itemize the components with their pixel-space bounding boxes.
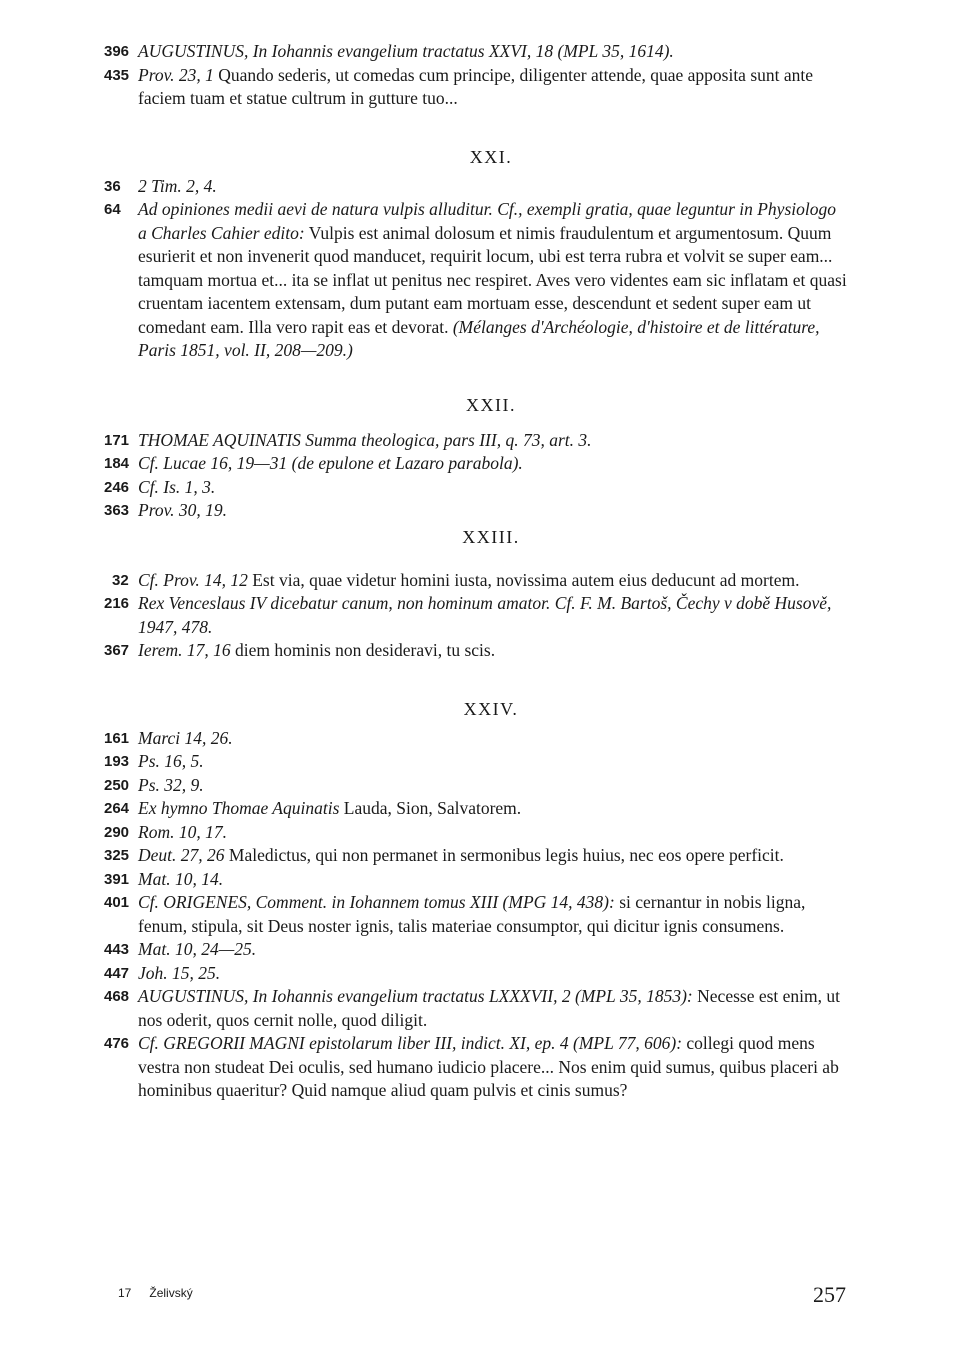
note-number: 264 <box>104 800 130 817</box>
signature-mark <box>118 1286 193 1300</box>
note-text: Cf. Lucae 16, 19—31 (de epulone et Lazaro parabola). <box>138 453 523 473</box>
note-64 <box>104 198 848 363</box>
page-number: 257 <box>813 1282 846 1307</box>
note-number: 246 <box>104 478 130 496</box>
note-171 <box>104 429 848 453</box>
note-435 <box>104 64 848 111</box>
note-number: 64 <box>104 201 121 218</box>
note-text: Marci 14, 26. <box>138 727 233 748</box>
page-body <box>104 40 848 1103</box>
note-161 <box>104 727 848 751</box>
note-number: 171 <box>104 431 130 449</box>
note-ref: Prov. 23, 1 <box>138 64 214 85</box>
note-text: diem hominis non desideravi, tu scis. <box>230 640 496 660</box>
note-text: Prov. 30, 19. <box>138 500 227 520</box>
note-number: 435 <box>104 66 130 84</box>
note-ref: Cf. ORIGENES, Comment. in Iohannem tomus XIII (MPG 14, 438): <box>138 892 615 912</box>
note-325 <box>104 844 848 868</box>
note-number: 184 <box>104 455 130 472</box>
note-text: Lauda, Sion, Salvatorem. <box>339 798 522 818</box>
signature-number: 17 <box>118 1286 132 1300</box>
notes-top <box>104 40 848 111</box>
note-citation: (Mélanges d'Archéologie, d'histoire et de littérature, Paris 1851, vol. II, 208—209.) <box>138 316 820 360</box>
note-ref: Cf. Prov. 14, 12 <box>138 569 248 590</box>
note-number: 401 <box>104 894 130 911</box>
note-ref: Deut. 27, 26 <box>138 845 225 865</box>
note-text: Joh. 15, 25. <box>138 962 221 983</box>
section-heading: XXIII. <box>462 526 520 547</box>
note-443 <box>104 938 848 962</box>
note-text: Mat. 10, 14. <box>138 868 224 889</box>
note-text: AUGUSTINUS, In Iohannis evangelium tractatus XXVI, 18 (MPL 35, 1614). <box>138 41 674 61</box>
note-367 <box>104 639 848 663</box>
note-text: Mat. 10, 24—25. <box>138 939 257 959</box>
note-447 <box>104 962 848 986</box>
note-number: 443 <box>104 941 130 958</box>
note-ref: Ex hymno Thomae Aquinatis <box>138 798 340 818</box>
note-401 <box>104 891 848 938</box>
note-396 <box>104 40 848 64</box>
note-text: Necesse est enim, ut nos oderit, quos cernit nolle, quod diligit. <box>138 986 841 1030</box>
note-text: Vulpis est animal dolosum et nimis fraudulentum et argumentosum. Quum esurierit et non invenerit quod manducet, requirit locum, ubi est terra rubra et volvit se super eam... tamquam mortua et... ita se inflat ut penitus nec respiret. Aves vero videntes eam sic inflatam et quasi cruentam iacentem extensam, dum putant eam mortuam esse, descendunt et sedent super eam ut comedant eam. Illa vero rapit eas et devorat. <box>138 222 847 337</box>
note-264 <box>104 797 848 821</box>
note-363 <box>104 499 848 523</box>
note-text: collegi quod mens vestra non studeat Dei oculis, sed humano iudicio placere... Nos enim quid sumus, quibus placeri ab hominibus quaeritur? Quid namque aliud quam pulvis et cinis sumus? <box>138 1033 839 1100</box>
note-text: Cf. Is. 1, 3. <box>138 476 216 497</box>
note-476 <box>104 1032 848 1103</box>
note-number: 447 <box>104 964 130 982</box>
note-246 <box>104 476 848 500</box>
note-number: 250 <box>104 776 130 794</box>
note-number: 396 <box>104 43 130 60</box>
note-text: THOMAE AQUINATIS Summa theologica, pars III, q. 73, art. 3. <box>138 429 592 450</box>
note-36 <box>104 175 848 199</box>
section-heading: XXI. <box>469 146 513 167</box>
note-391 <box>104 868 848 892</box>
note-text: si cernantur in nobis ligna, fenum, stipula, sit Deus noster ignis, talis materiae consumptor, qui dicitur ignis consumens. <box>138 892 806 936</box>
note-250 <box>104 774 848 798</box>
note-text: Est via, quae videtur homini iusta, novissima autem eius deducunt ad mortem. <box>247 569 800 590</box>
note-ref: Cf. GREGORII MAGNI epistolarum liber III, indict. XI, ep. 4 (MPL 77, 606): <box>138 1033 683 1053</box>
note-text: Rom. 10, 17. <box>138 821 227 842</box>
note-text: Ps. 32, 9. <box>138 774 204 795</box>
note-184 <box>104 452 848 476</box>
note-ref: Ad opiniones medii aevi de natura vulpis alluditur. Cf., exempli gratia, quae leguntur in Physiologo a Charles Cahier edito: <box>138 199 836 243</box>
note-number: 193 <box>104 753 130 770</box>
note-290 <box>104 821 848 845</box>
note-193 <box>104 750 848 774</box>
note-text: Maledictus, qui non permanet in sermonibus legis huius, nec eos opere perficit. <box>224 845 784 865</box>
note-32 <box>104 569 848 593</box>
note-number: 367 <box>104 642 130 659</box>
note-number: 290 <box>104 823 130 841</box>
signature-name: Želivský <box>149 1286 193 1300</box>
note-number: 476 <box>104 1035 130 1052</box>
note-number: 468 <box>104 988 130 1005</box>
section-heading: XXIV. <box>463 698 519 719</box>
note-ref: Ierem. 17, 16 <box>138 640 231 660</box>
section-heading: XXII. <box>466 394 516 415</box>
note-text: Quando sederis, ut comedas cum principe, diligenter attende, quae apposita sunt ante faciem tuam et statue cultrum in gutture tuo... <box>138 64 814 108</box>
note-number: 391 <box>104 870 130 888</box>
note-216 <box>104 592 848 639</box>
note-number: 325 <box>104 847 130 864</box>
note-468 <box>104 985 848 1032</box>
note-text: Rex Venceslaus IV dicebatur canum, non hominum amator. Cf. F. M. Bartoš, Čechy v době Husově, 1947, 478. <box>138 593 832 637</box>
note-number: 216 <box>104 595 130 612</box>
note-number: 363 <box>104 502 130 519</box>
note-text: Ps. 16, 5. <box>138 751 204 771</box>
note-text: 2 Tim. 2, 4. <box>138 175 217 196</box>
note-ref: AUGUSTINUS, In Iohannis evangelium tractatus LXXXVII, 2 (MPL 35, 1853): <box>138 986 693 1006</box>
note-number: 36 <box>104 177 121 195</box>
note-number: 161 <box>104 729 130 747</box>
note-number: 32 <box>112 571 129 589</box>
